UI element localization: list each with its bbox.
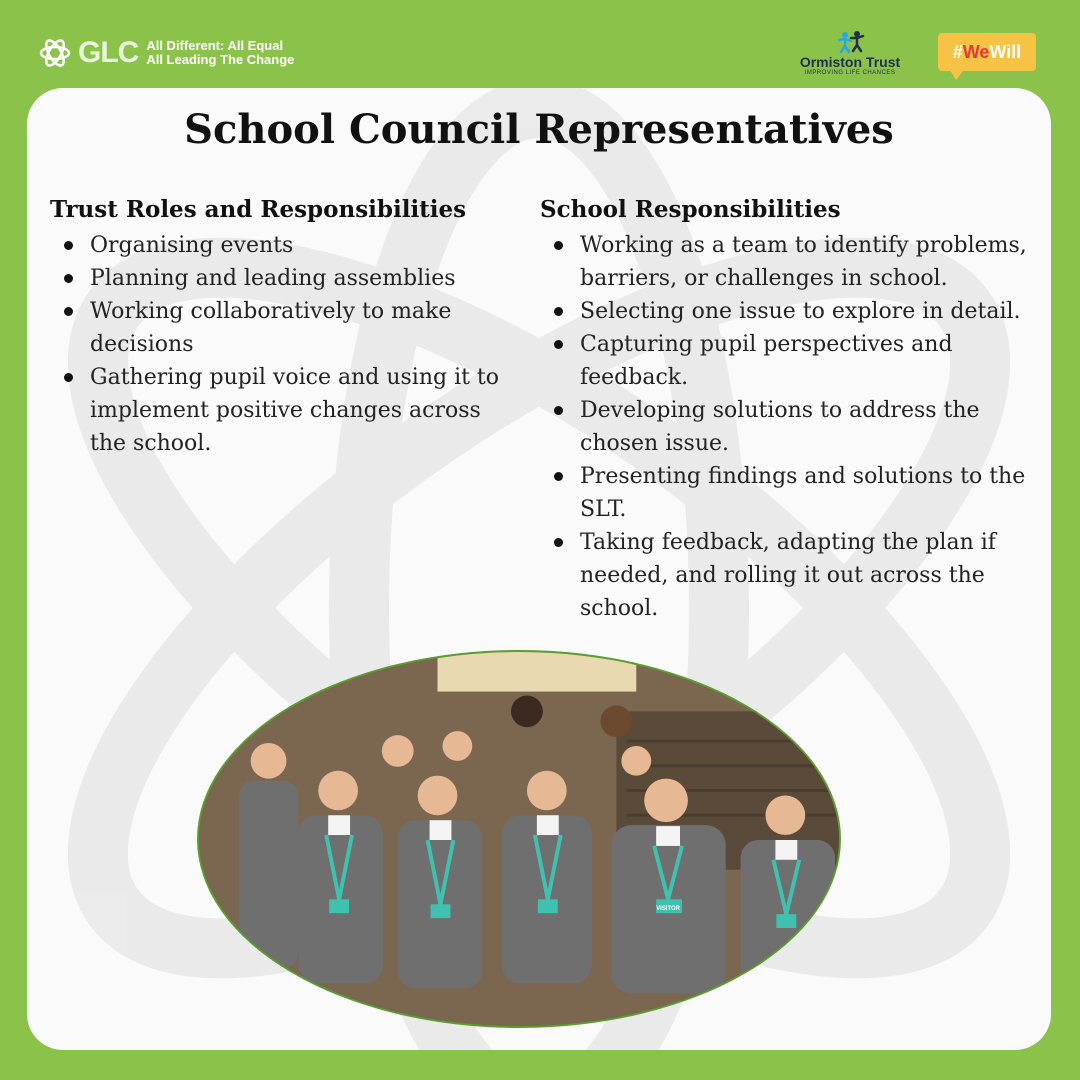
list-item: Organising events [50,229,520,262]
list-item: Developing solutions to address the chosen issue. [540,394,1040,460]
list-item: Taking feedback, adapting the plan if needed, and rolling it out across the school. [540,526,1040,625]
content-card [27,88,1051,1050]
group-photo-illustration [199,652,839,1026]
glc-wordmark: GLC [78,36,139,69]
list-item: Working collaboratively to make decisions [50,295,520,361]
trust-list [50,229,520,460]
list-item: Presenting findings and solutions to the SLT. [540,460,1040,526]
glc-tagline-line1: All Different: All Equal [146,38,284,53]
glc-star-icon [38,36,72,70]
trust-responsibilities-section [50,196,520,460]
wewill-hash: # [952,42,963,62]
ormiston-trust-logo [790,30,910,76]
glc-logo [38,36,294,70]
trust-heading: Trust Roles and Responsibilities [50,196,467,223]
school-heading: School Responsibilities [540,196,841,223]
list-item: Planning and leading assemblies [50,262,520,295]
list-item: Gathering pupil voice and using it to implement positive changes across the school. [50,361,520,460]
group-photo [197,650,841,1028]
ormiston-tagline: IMPROVING LIFE CHANCES [804,70,896,76]
ormiston-name: Ormiston Trust [799,54,901,70]
page-title: School Council Representatives [184,106,894,153]
glc-tagline-line2: All Leading The Change [146,52,295,67]
wewill-we: We [962,42,990,62]
list-item: Selecting one issue to explore in detail. [540,295,1040,328]
wewill-badge [938,33,1036,71]
list-item: Working as a team to identify problems, barriers, or challenges in school. [540,229,1040,295]
lanyard-text: VISITOR [656,906,680,913]
ormiston-figures-icon [833,30,867,54]
header-bar [0,0,1080,90]
school-list [540,229,1040,625]
list-item: Capturing pupil perspectives and feedback. [540,328,1040,394]
wewill-speech-tail [950,70,964,80]
wewill-will: Will [989,42,1022,62]
glc-tagline [146,39,294,67]
school-responsibilities-section [540,196,1040,625]
